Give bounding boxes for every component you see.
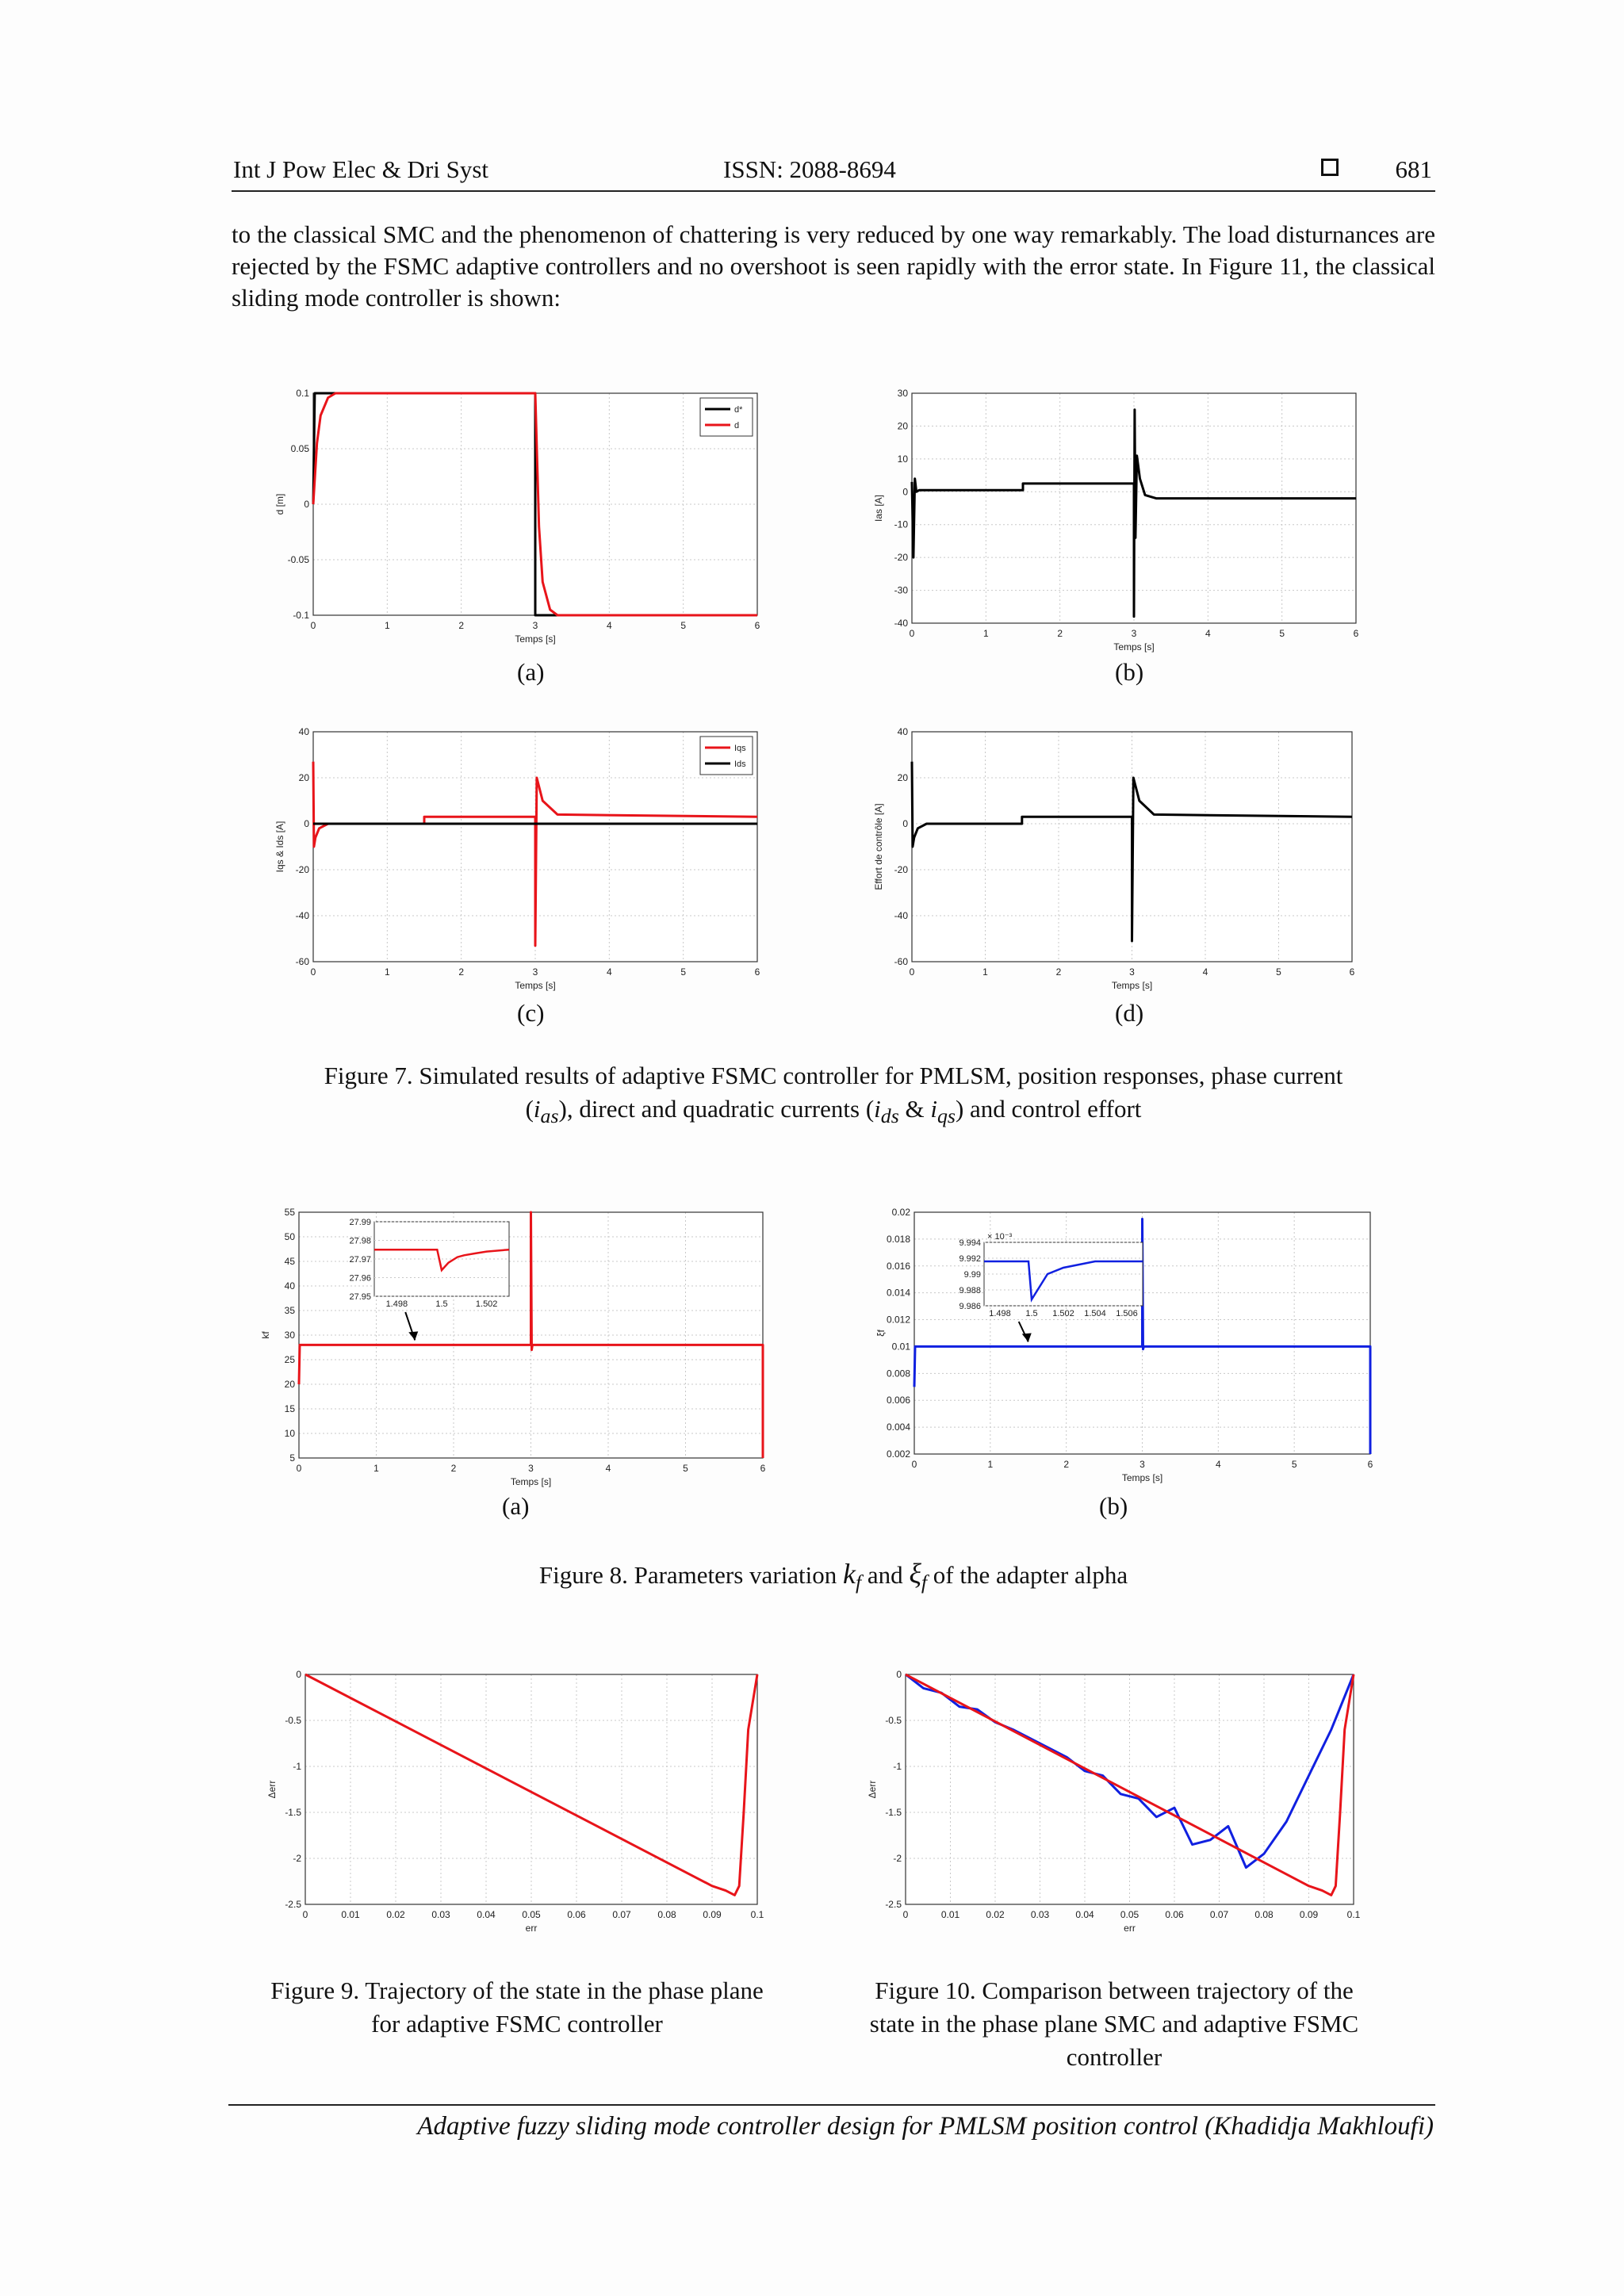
x-tick-label: 6 [754,620,760,631]
x-tick-label: 0 [310,620,316,631]
y-tick-label: 0.002 [886,1448,910,1460]
x-axis-label: Temps [s] [1113,641,1155,652]
x-tick-label: 6 [1367,1459,1373,1470]
x-tick-label: 6 [760,1463,766,1474]
y-tick-label: 15 [284,1403,295,1414]
inset-x-tick: 1.498 [989,1309,1011,1318]
y-tick-label: 0.1 [296,388,309,399]
x-tick-label: 0.01 [940,1909,960,1920]
y-tick-label: 40 [897,726,908,737]
y-tick-label: 0 [296,1669,301,1680]
x-tick-label: 2 [450,1463,457,1474]
y-tick-label: -2 [293,1853,301,1864]
y-axis-label: Δerr [266,1780,278,1799]
x-tick-label: 5 [683,1463,688,1474]
x-tick-label: 3 [1129,966,1135,978]
inset-y-tick: 27.95 [349,1292,371,1302]
fig7b-label: (b) [1115,658,1144,686]
y-tick-label: 0.008 [886,1368,910,1380]
y-tick-label: 0 [304,818,309,829]
x-tick-label: 4 [606,966,612,978]
y-tick-label: 40 [284,1280,295,1292]
x-tick-label: 1 [384,620,390,631]
x-tick-label: 4 [1205,628,1211,639]
x-axis-label: Temps [s] [515,980,556,991]
y-tick-label: 0.018 [886,1233,910,1245]
y-tick-label: 20 [897,772,908,783]
x-tick-label: 0.05 [1120,1909,1139,1920]
y-tick-label: -40 [894,618,908,629]
y-tick-label: 0.05 [290,443,309,454]
y-tick-label: 0.012 [886,1314,910,1326]
y-tick-label: -20 [894,864,908,875]
y-axis-label: ξf [875,1330,887,1337]
inset-x-tick: 1.5 [1025,1309,1038,1318]
chart-fig10 [856,1663,1380,1941]
chart-fig9 [266,1663,781,1941]
inset-y-tick: 27.98 [349,1236,371,1246]
x-tick-label: 0.06 [567,1909,586,1920]
square-icon [1321,159,1339,176]
chart-fig7b [872,379,1380,664]
y-tick-label: -60 [894,956,908,967]
x-tick-label: 3 [532,966,538,978]
x-tick-label: 0.1 [1346,1909,1361,1920]
y-tick-label: -20 [894,552,908,564]
x-tick-label: 0 [302,1909,308,1920]
y-tick-label: 25 [284,1354,295,1365]
x-tick-label: 0 [911,1459,917,1470]
x-tick-label: 0.04 [1075,1909,1094,1920]
y-tick-label: 0.01 [891,1341,910,1353]
y-tick-label: 10 [284,1428,295,1439]
fig7-caption [232,1059,1435,1133]
x-tick-label: 0.03 [1030,1909,1050,1920]
y-tick-label: 45 [284,1256,295,1267]
inset-y-tick: 27.97 [349,1255,371,1265]
y-tick-label: -0.5 [285,1715,301,1726]
y-axis-label: d [m] [274,493,285,515]
y-tick-label: 20 [284,1379,295,1390]
y-tick-label: -40 [894,910,908,921]
inset-y-tick: 9.992 [959,1254,981,1264]
legend-label: d* [734,405,743,415]
x-tick-label: 0.01 [341,1909,360,1920]
y-tick-label: 20 [897,420,908,432]
x-axis-label: err [525,1923,538,1934]
x-tick-label: 0.07 [1209,1909,1229,1920]
x-axis-label: Temps [s] [1121,1472,1163,1483]
x-axis-label: Temps [s] [510,1476,552,1487]
y-tick-label: -0.05 [287,554,309,565]
x-tick-label: 0.06 [1165,1909,1184,1920]
y-tick-label: 0.016 [886,1260,910,1272]
y-tick-label: -10 [894,519,908,530]
x-tick-label: 2 [458,966,465,978]
chart-fig7c [274,718,785,1003]
x-tick-label: 0.09 [703,1909,722,1920]
y-tick-label: -60 [295,956,309,967]
y-tick-label: -0.5 [885,1715,902,1726]
y-tick-label: 0.004 [886,1422,910,1433]
x-tick-label: 4 [606,620,612,631]
y-tick-label: 0.006 [886,1395,910,1406]
fig10-caption: Figure 10. Comparison between trajectory of the state in the phase plane SMC and adaptive FSMC controller [869,1976,1359,2071]
fig9-caption: Figure 9. Trajectory of the state in the phase plane for adaptive FSMC controller [270,1976,764,2038]
y-tick-label: -1 [293,1761,301,1772]
x-tick-label: 2 [1063,1459,1070,1470]
y-tick-label: 40 [298,726,309,737]
x-tick-label: 3 [532,620,538,631]
y-tick-label: -40 [295,910,309,921]
inset-x-tick: 1.506 [1116,1309,1138,1318]
x-tick-label: 5 [1279,628,1285,639]
x-tick-label: 6 [1353,628,1359,639]
y-axis-label: Iqs & Ids [A] [274,821,285,873]
inset-scale-label: × 10⁻³ [987,1232,1013,1242]
fig7c-label: (c) [517,999,545,1027]
y-tick-label: 5 [289,1452,295,1464]
y-tick-label: 0.014 [886,1287,910,1299]
x-tick-label: 3 [528,1463,534,1474]
y-tick-label: 0.02 [891,1207,910,1218]
x-tick-label: 1 [987,1459,994,1470]
fig7-caption-line1: Figure 7. Simulated results of adaptive FSMC controller for PMLSM, position responses, phase current [324,1062,1343,1089]
y-tick-label: 0 [896,1669,902,1680]
x-tick-label: 4 [1202,966,1208,978]
chart-fig8a [260,1201,789,1487]
y-tick-label: 35 [284,1305,295,1316]
y-axis-label: Ias [A] [873,494,884,522]
inset-y-tick: 9.988 [959,1286,981,1295]
x-tick-label: 0.08 [1254,1909,1274,1920]
x-axis-label: err [1124,1923,1136,1934]
inset-x-tick: 1.504 [1084,1309,1106,1318]
x-tick-label: 5 [1291,1459,1297,1470]
y-tick-label: 30 [284,1330,295,1341]
footer-text: Adaptive fuzzy sliding mode controller design for PMLSM position control (Khadidja Makhloufi) [417,2112,1434,2141]
legend-box [700,398,753,436]
inset-x-tick: 1.498 [385,1299,408,1309]
x-tick-label: 0 [310,966,316,978]
y-tick-label: 55 [284,1207,295,1218]
footer-rule [228,2104,1435,2106]
y-tick-label: 0 [902,818,908,829]
body-paragraph: to the classical SMC and the phenomenon of chattering is very reduced by one way remarkably. The load disturnances are rejected by the FSMC adaptive controllers and no overshoot is seen rapidly with the error state. In Figure 11, the classical sliding mode controller is shown: [232,220,1435,312]
y-tick-label: 0 [304,499,309,510]
x-tick-label: 6 [754,966,760,978]
x-tick-label: 0.1 [750,1909,764,1920]
y-tick-label: -1.5 [885,1807,902,1818]
legend-label: Iqs [734,744,746,753]
x-tick-label: 0.02 [986,1909,1005,1920]
x-tick-label: 0.04 [477,1909,496,1920]
x-tick-label: 0.02 [386,1909,405,1920]
x-tick-label: 0 [909,628,915,639]
y-tick-label: -20 [295,864,309,875]
x-tick-label: 1 [982,966,988,978]
x-tick-label: 0.09 [1299,1909,1319,1920]
chart-fig7d [872,718,1380,1003]
x-axis-label: Temps [s] [1111,980,1153,991]
y-axis-label: Δerr [867,1780,878,1799]
y-tick-label: 0 [902,486,908,498]
x-tick-label: 1 [384,966,390,978]
y-tick-label: -0.1 [293,610,309,621]
inset-y-tick: 27.96 [349,1273,371,1284]
y-axis-label: Effort de contrôle [A] [873,803,884,890]
fig7d-label: (d) [1115,999,1144,1027]
x-tick-label: 4 [605,1463,611,1474]
y-tick-label: -2 [893,1853,902,1864]
x-tick-label: 5 [1276,966,1281,978]
x-tick-label: 0.05 [522,1909,541,1920]
y-tick-label: -1.5 [285,1807,301,1818]
x-tick-label: 0.03 [431,1909,450,1920]
y-tick-label: 50 [284,1231,295,1242]
x-tick-label: 0.07 [612,1909,631,1920]
legend-label: Ids [734,760,746,769]
fig8b-label: (b) [1099,1492,1128,1520]
x-tick-label: 0.08 [657,1909,676,1920]
fig7a-label: (a) [517,658,545,686]
x-tick-label: 2 [1057,628,1063,639]
page-header [232,155,1435,192]
chart-fig7a [274,379,785,664]
journal-name: Int J Pow Elec & Dri Syst [233,155,489,183]
y-tick-label: -2.5 [285,1899,301,1910]
x-tick-label: 3 [1131,628,1137,639]
x-tick-label: 0 [296,1463,302,1474]
chart-fig8b [860,1201,1384,1487]
inset-x-tick: 1.5 [435,1299,448,1309]
x-tick-label: 4 [1215,1459,1221,1470]
inset-y-tick: 9.994 [959,1238,981,1248]
x-tick-label: 6 [1349,966,1355,978]
y-tick-label: 20 [298,772,309,783]
fig8-caption: Figure 8. Parameters variation $k_f$ and $\xi_f$ of the adapter alpha [538,1558,1128,1594]
y-tick-label: 30 [897,388,908,399]
x-tick-label: 2 [458,620,465,631]
x-axis-label: Temps [s] [515,633,556,645]
page-number: 681 [1395,155,1432,183]
x-tick-label: 5 [680,620,687,631]
x-tick-label: 0 [909,966,915,978]
y-tick-label: -2.5 [885,1899,902,1910]
x-tick-label: 1 [982,628,989,639]
inset-y-tick: 9.986 [959,1302,981,1311]
x-tick-label: 2 [1055,966,1062,978]
fig8a-label: (a) [502,1492,530,1520]
fig7-caption-line2: $(i_{as})$, direct and quadratic currents ($i_{ds}$ & $i_{qs}$) and control effort [525,1095,1142,1128]
x-tick-label: 3 [1139,1459,1145,1470]
x-tick-label: 5 [680,966,687,978]
legend-label: d [734,421,740,430]
x-tick-label: 1 [373,1463,379,1474]
issn: ISSN: 2088-8694 [723,155,896,183]
y-tick-label: -1 [893,1761,902,1772]
x-tick-label: 0 [902,1909,909,1920]
inset-y-tick: 27.99 [349,1218,371,1227]
y-tick-label: -30 [894,584,908,596]
y-tick-label: 10 [897,453,908,465]
inset-x-tick: 1.502 [475,1299,498,1309]
inset-y-tick: 9.99 [963,1270,981,1280]
inset-x-tick: 1.502 [1052,1309,1074,1318]
y-axis-label: kf [260,1331,271,1339]
